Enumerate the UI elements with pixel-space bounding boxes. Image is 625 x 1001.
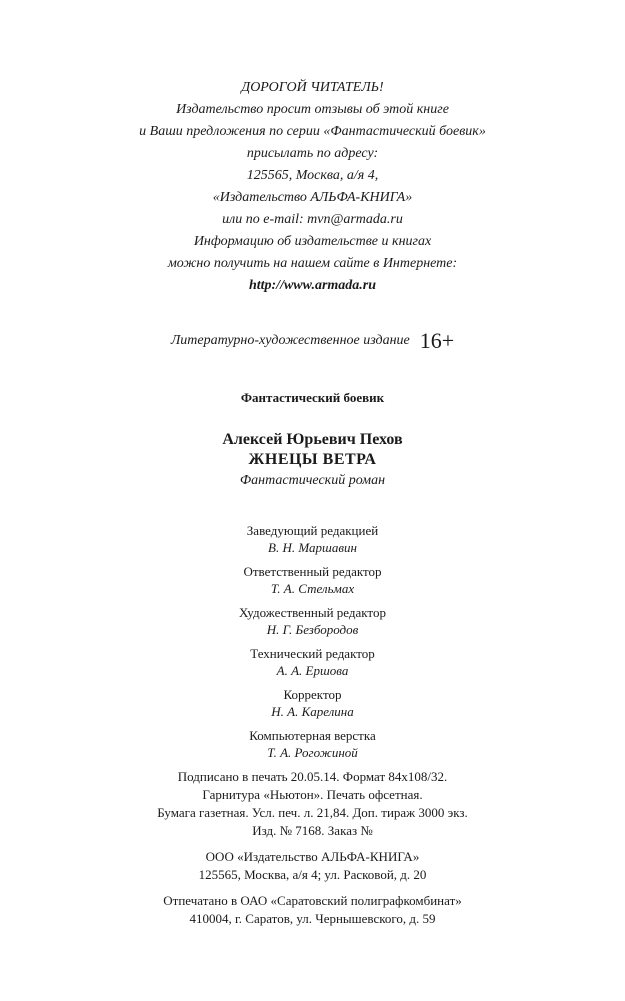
credit-name: А. А. Ершова bbox=[276, 663, 349, 678]
credit-name: В. Н. Маршавин bbox=[268, 540, 357, 555]
credit-role: Технический редактор bbox=[250, 646, 375, 661]
credit-role: Заведующий редакцией bbox=[246, 523, 379, 538]
print-info-line: Бумага газетная. Усл. печ. л. 21,84. Доп. тираж 3000 экз. bbox=[157, 805, 468, 820]
appeal-line: Издательство просит отзывы об этой книге bbox=[176, 102, 449, 117]
book-author: Алексей Юрьевич Пехов bbox=[222, 431, 403, 448]
publisher-address: 125565, Москва, а/я 4; ул. Расковой, д. 20 bbox=[198, 867, 427, 882]
credit-name: Н. А. Карелина bbox=[271, 704, 354, 719]
series-name: Фантастический боевик bbox=[240, 390, 385, 405]
credit-role: Корректор bbox=[283, 687, 342, 702]
website-link[interactable]: http://www.armada.ru bbox=[248, 278, 377, 293]
printer-name: Отпечатано в ОАО «Саратовский полиграфкомбинат» bbox=[163, 893, 462, 908]
printer-address: 410004, г. Саратов, ул. Чернышевского, д. 59 bbox=[189, 911, 436, 926]
publisher-name: ООО «Издательство АЛЬФА-КНИГА» bbox=[205, 849, 420, 864]
book-genre: Фантастический роман bbox=[239, 473, 386, 488]
credit-name: Т. А. Рогожиной bbox=[267, 745, 358, 760]
appeal-line: и Ваши предложения по серии «Фантастический боевик» bbox=[139, 124, 486, 139]
print-info-line: Гарнитура «Ньютон». Печать офсетная. bbox=[202, 787, 423, 802]
appeal-heading: ДОРОГОЙ ЧИТАТЕЛЬ! bbox=[241, 80, 384, 95]
print-info-line: Изд. № 7168. Заказ № bbox=[252, 823, 373, 838]
appeal-line: 125565, Москва, а/я 4, bbox=[246, 168, 379, 183]
appeal-line: или по e-mail: mvn@armada.ru bbox=[222, 212, 403, 227]
book-title: ЖНЕЦЫ ВЕТРА bbox=[248, 451, 377, 468]
credit-role: Компьютерная верстка bbox=[249, 728, 376, 743]
credit-role: Ответственный редактор bbox=[243, 564, 382, 579]
age-rating-badge: 16+ bbox=[419, 328, 455, 353]
edition-type: Литературно-художественное издание bbox=[170, 333, 410, 348]
edition-line bbox=[0, 328, 625, 354]
appeal-line: можно получить на нашем сайте в Интернете: bbox=[167, 256, 458, 271]
appeal-line: «Издательство АЛЬФА-КНИГА» bbox=[212, 190, 413, 205]
print-info-line: Подписано в печать 20.05.14. Формат 84х108/32. bbox=[177, 769, 448, 784]
credit-name: Т. А. Стельмах bbox=[270, 581, 355, 596]
appeal-line: присылать по адресу: bbox=[246, 146, 379, 161]
credit-name: Н. Г. Безбородов bbox=[266, 622, 359, 637]
credit-role: Художественный редактор bbox=[239, 605, 386, 620]
appeal-line: Информацию об издательстве и книгах bbox=[193, 234, 432, 249]
